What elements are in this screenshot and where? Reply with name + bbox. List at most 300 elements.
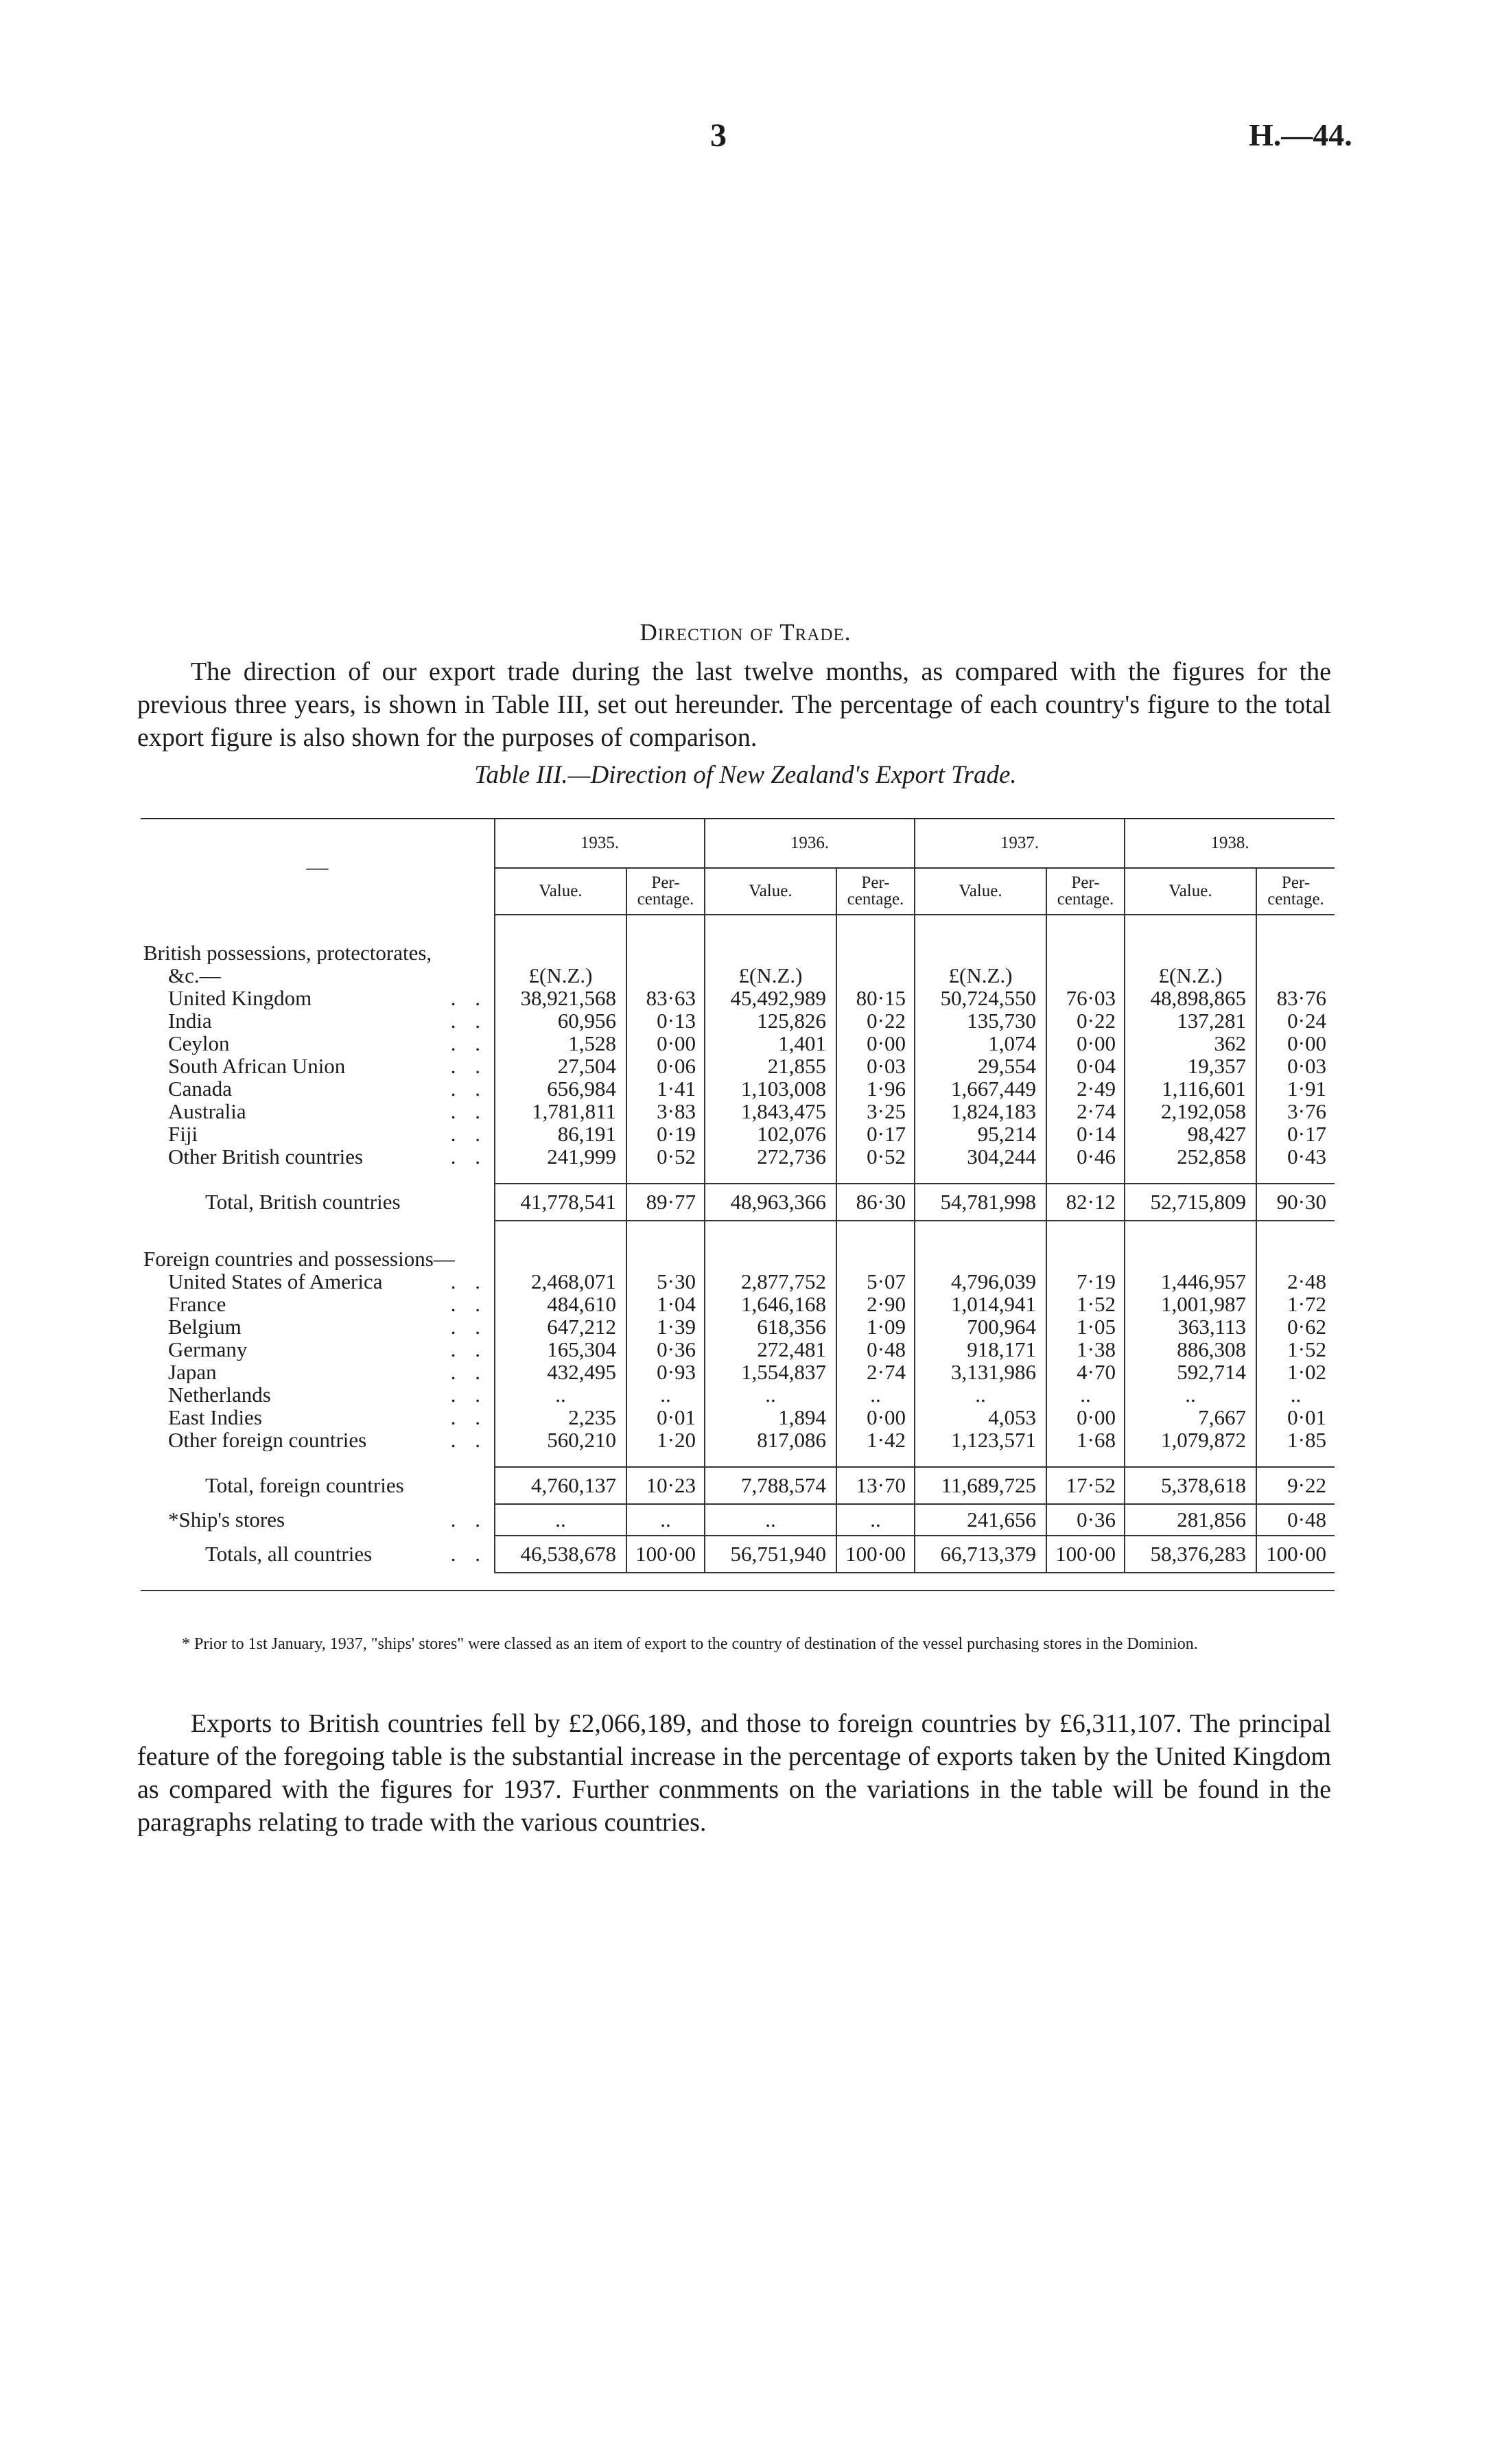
percentage-cell: 0·93 (626, 1361, 705, 1383)
value-cell: 1,074 (915, 1032, 1046, 1055)
row-label (141, 1293, 495, 1315)
empty-cell (705, 1168, 836, 1184)
intro-text: The direction of our export trade during the last twelve months, as compared with the figures for the previous three years, is shown in Table III, set out hereunder. The percentage of each country's figure to the total export figure is also shown for the purposes of comparison. (137, 657, 1331, 752)
percentage-cell: 0·00 (1046, 1406, 1125, 1429)
value-cell: 241,656 (915, 1504, 1046, 1536)
row-label-text: Totals, all countries (205, 1542, 373, 1566)
percentage-header-line-2: centage. (847, 890, 904, 908)
empty-cell (495, 1168, 626, 1184)
percentage-cell: 0·48 (1256, 1504, 1335, 1536)
row-label-text: East Indies (168, 1406, 262, 1429)
percentage-cell: 0·03 (836, 1055, 915, 1077)
percentage-column-header (1256, 868, 1335, 915)
export-trade-table (141, 818, 1335, 1591)
empty-cell (836, 1247, 915, 1270)
value-cell: 656,984 (495, 1077, 626, 1100)
value-cell: 362 (1125, 1032, 1256, 1055)
percentage-cell: .. (836, 1504, 915, 1536)
spacer-row (141, 1221, 1335, 1247)
value-cell: 241,999 (495, 1145, 626, 1168)
percentage-column-header (626, 868, 705, 915)
value-cell: 363,113 (1125, 1315, 1256, 1338)
year-header: 1937. (915, 819, 1125, 868)
percentage-cell: 0·52 (626, 1145, 705, 1168)
percentage-cell: 1·05 (1046, 1315, 1125, 1338)
value-cell: 102,076 (705, 1123, 836, 1145)
row-label (141, 987, 495, 1009)
value-cell: 252,858 (1125, 1145, 1256, 1168)
percentage-cell: 0·00 (836, 1032, 915, 1055)
year-header: 1935. (495, 819, 705, 868)
value-cell: 272,481 (705, 1338, 836, 1361)
value-cell: 29,554 (915, 1055, 1046, 1077)
british-row (141, 1123, 1335, 1145)
value-cell: 56,751,940 (705, 1536, 836, 1573)
value-cell: 38,921,568 (495, 987, 626, 1009)
row-label (141, 1032, 495, 1055)
percentage-cell: 5·07 (836, 1270, 915, 1293)
value-cell: .. (705, 1504, 836, 1536)
percentage-cell: 80·15 (836, 987, 915, 1009)
value-cell: 1,843,475 (705, 1100, 836, 1123)
empty-cell (626, 964, 705, 987)
leader-dots: . . (450, 1293, 487, 1315)
value-cell: 86,191 (495, 1123, 626, 1145)
british-row (141, 987, 1335, 1009)
percentage-cell: 0·00 (1256, 1032, 1335, 1055)
empty-cell (626, 1247, 705, 1270)
empty-cell (836, 915, 915, 941)
leader-dots: . . (450, 1270, 487, 1293)
page-number: 3 (710, 117, 727, 154)
percentage-cell: 1·41 (626, 1077, 705, 1100)
percentage-cell: 1·42 (836, 1429, 915, 1451)
percentage-column-header (836, 868, 915, 915)
value-cell: 1,401 (705, 1032, 836, 1055)
row-label (141, 1536, 495, 1573)
leader-dots: . . (450, 1032, 487, 1055)
foreign-row (141, 1361, 1335, 1383)
empty-cell (1256, 915, 1335, 941)
percentage-cell: 0·22 (1046, 1009, 1125, 1032)
percentage-cell: 9·22 (1256, 1467, 1335, 1504)
value-cell: 48,898,865 (1125, 987, 1256, 1009)
value-cell: 1,123,571 (915, 1429, 1046, 1451)
value-cell: 272,736 (705, 1145, 836, 1168)
leader-dots: . . (450, 1100, 487, 1123)
british-row (141, 1055, 1335, 1077)
percentage-cell: 86·30 (836, 1184, 915, 1221)
row-label-text: Belgium (168, 1315, 242, 1338)
row-label-text: Japan (168, 1361, 217, 1383)
empty-cell (1256, 941, 1335, 964)
empty-cell (1046, 1168, 1125, 1184)
percentage-cell: .. (626, 1383, 705, 1406)
empty-cell (705, 1247, 836, 1270)
percentage-cell: 100·00 (626, 1536, 705, 1573)
percentage-cell: 0·48 (836, 1338, 915, 1361)
row-label-text: Fiji (168, 1123, 198, 1145)
percentage-cell: .. (1256, 1383, 1335, 1406)
empty-cell (141, 1221, 495, 1247)
row-label (141, 1467, 495, 1504)
value-cell: .. (495, 1504, 626, 1536)
value-cell: 66,713,379 (915, 1536, 1046, 1573)
value-cell: 1,781,811 (495, 1100, 626, 1123)
empty-cell (1256, 1451, 1335, 1467)
year-header-row (141, 819, 1335, 868)
british-row (141, 1032, 1335, 1055)
empty-cell (705, 1221, 836, 1247)
percentage-header-line-1: Per- (1281, 873, 1311, 892)
empty-cell (1256, 964, 1335, 987)
percentage-cell: 0·00 (1046, 1032, 1125, 1055)
percentage-header-line-2: centage. (1057, 890, 1114, 908)
leader-dots: . . (450, 1429, 487, 1451)
british-section-heading-2 (141, 964, 1335, 987)
foreign-row (141, 1429, 1335, 1451)
empty-cell (1125, 1221, 1256, 1247)
percentage-cell: .. (836, 1383, 915, 1406)
british-row (141, 1100, 1335, 1123)
value-cell: .. (915, 1383, 1046, 1406)
value-cell: 618,356 (705, 1315, 836, 1338)
percentage-cell: 0·06 (626, 1055, 705, 1077)
empty-cell (705, 1451, 836, 1467)
spacer-row (141, 1168, 1335, 1184)
foreign-row (141, 1270, 1335, 1293)
percentage-cell: 0·00 (836, 1406, 915, 1429)
row-label (141, 1077, 495, 1100)
value-column-header: Value. (495, 868, 626, 915)
row-label (141, 1338, 495, 1361)
value-cell: 1,446,957 (1125, 1270, 1256, 1293)
percentage-cell: 1·72 (1256, 1293, 1335, 1315)
percentage-cell: 0·01 (626, 1406, 705, 1429)
percentage-cell: 100·00 (1046, 1536, 1125, 1573)
row-label-text: Netherlands (168, 1383, 271, 1406)
empty-cell (1125, 941, 1256, 964)
percentage-cell: 1·52 (1256, 1338, 1335, 1361)
percentage-cell: 3·25 (836, 1100, 915, 1123)
percentage-cell: 0·36 (1046, 1504, 1125, 1536)
value-cell: 886,308 (1125, 1338, 1256, 1361)
empty-cell (141, 915, 495, 941)
value-cell: 98,427 (1125, 1123, 1256, 1145)
percentage-cell: 90·30 (1256, 1184, 1335, 1221)
value-cell: 2,877,752 (705, 1270, 836, 1293)
value-cell: 1,001,987 (1125, 1293, 1256, 1315)
row-label (141, 1429, 495, 1451)
percentage-cell: 0·13 (626, 1009, 705, 1032)
percentage-header-line-2: centage. (1267, 890, 1324, 908)
leader-dots: . . (450, 1542, 487, 1566)
currency-unit: £(N.Z.) (495, 964, 626, 987)
percentage-cell: 0·00 (626, 1032, 705, 1055)
value-cell: 52,715,809 (1125, 1184, 1256, 1221)
british-total-row (141, 1184, 1335, 1221)
percentage-header-line-1: Per- (651, 873, 680, 892)
row-label-text: Other foreign countries (168, 1429, 367, 1451)
label-column-header: — (306, 854, 329, 879)
intro-paragraph (137, 655, 1331, 754)
value-cell: 7,788,574 (705, 1467, 836, 1504)
leader-dots: . . (450, 1009, 487, 1032)
value-cell: 4,796,039 (915, 1270, 1046, 1293)
empty-cell (1256, 1247, 1335, 1270)
empty-cell (1256, 1168, 1335, 1184)
value-cell: 19,357 (1125, 1055, 1256, 1077)
british-section-heading (141, 941, 1335, 964)
empty-cell (915, 1168, 1046, 1184)
value-cell: 48,963,366 (705, 1184, 836, 1221)
currency-unit: £(N.Z.) (705, 964, 836, 987)
percentage-cell: 1·85 (1256, 1429, 1335, 1451)
row-label (141, 1270, 495, 1293)
value-cell: 7,667 (1125, 1406, 1256, 1429)
document-reference: H.—44. (1249, 117, 1352, 152)
row-label-text: Germany (168, 1338, 248, 1361)
value-cell: 281,856 (1125, 1504, 1256, 1536)
british-section-heading-2-label (141, 964, 495, 987)
empty-cell (836, 964, 915, 987)
heading-continuation: &c.— (168, 964, 221, 987)
year-header: 1938. (1125, 819, 1335, 868)
value-cell: 1,103,008 (705, 1077, 836, 1100)
year-header: 1936. (705, 819, 915, 868)
percentage-header-line-1: Per- (1071, 873, 1100, 892)
percentage-cell: 1·68 (1046, 1429, 1125, 1451)
empty-cell (1046, 1221, 1125, 1247)
value-cell: .. (1125, 1383, 1256, 1406)
value-cell: 647,212 (495, 1315, 626, 1338)
ships-stores-row (141, 1504, 1335, 1536)
empty-cell (141, 1168, 495, 1184)
percentage-cell: 1·96 (836, 1077, 915, 1100)
percentage-column-header (1046, 868, 1125, 915)
value-cell: 45,492,989 (705, 987, 836, 1009)
section-heading: Direction of Trade. (639, 619, 852, 646)
table-body (141, 915, 1335, 1573)
empty-cell (1125, 1168, 1256, 1184)
empty-cell (1046, 915, 1125, 941)
percentage-header-line-2: centage. (637, 890, 694, 908)
foreign-row (141, 1338, 1335, 1361)
value-cell: 817,086 (705, 1429, 836, 1451)
empty-cell (705, 915, 836, 941)
empty-cell (495, 941, 626, 964)
value-column-header: Value. (915, 868, 1046, 915)
value-cell: 2,192,058 (1125, 1100, 1256, 1123)
empty-cell (836, 941, 915, 964)
percentage-cell: 17·52 (1046, 1467, 1125, 1504)
empty-cell (626, 1451, 705, 1467)
value-cell: 58,376,283 (1125, 1536, 1256, 1573)
percentage-cell: 0·01 (1256, 1406, 1335, 1429)
value-cell: 1,079,872 (1125, 1429, 1256, 1451)
foreign-row (141, 1315, 1335, 1338)
row-label (141, 1315, 495, 1338)
percentage-cell: 0·04 (1046, 1055, 1125, 1077)
percentage-cell: 2·49 (1046, 1077, 1125, 1100)
empty-cell (915, 1221, 1046, 1247)
value-cell: 1,116,601 (1125, 1077, 1256, 1100)
value-cell: 1,014,941 (915, 1293, 1046, 1315)
percentage-cell: 1·91 (1256, 1077, 1335, 1100)
percentage-cell: 4·70 (1046, 1361, 1125, 1383)
percentage-cell: 1·20 (626, 1429, 705, 1451)
value-cell: 137,281 (1125, 1009, 1256, 1032)
currency-unit: £(N.Z.) (1125, 964, 1256, 987)
percentage-cell: 1·09 (836, 1315, 915, 1338)
british-section-heading-label: British possessions, protectorates, (143, 941, 432, 964)
row-label (141, 1123, 495, 1145)
percentage-cell: 1·04 (626, 1293, 705, 1315)
percentage-cell: 76·03 (1046, 987, 1125, 1009)
leader-dots: . . (450, 1361, 487, 1383)
empty-cell (626, 1221, 705, 1247)
value-cell: 1,667,449 (915, 1077, 1046, 1100)
row-label (141, 1145, 495, 1168)
value-cell: 46,538,678 (495, 1536, 626, 1573)
row-label-text: *Ship's stores (168, 1507, 285, 1532)
percentage-cell: 100·00 (836, 1536, 915, 1573)
value-cell: 2,468,071 (495, 1270, 626, 1293)
foreign-total-row (141, 1467, 1335, 1504)
percentage-cell: 1·02 (1256, 1361, 1335, 1383)
empty-cell (626, 941, 705, 964)
empty-cell (915, 915, 1046, 941)
percentage-cell: 0·52 (836, 1145, 915, 1168)
percentage-cell: 0·24 (1256, 1009, 1335, 1032)
row-label (141, 1383, 495, 1406)
percentage-cell: 0·19 (626, 1123, 705, 1145)
british-row (141, 1077, 1335, 1100)
closing-text: Exports to British countries fell by £2,066,189, and those to foreign countries by £6,311,107. The principal feature of the foregoing table is the substantial increase in the percentage of exports taken by the United Kingdom as compared with the figures for 1937. Further conmments on the variations in the table will be found in the paragraphs relating to trade with the various countries. (137, 1709, 1331, 1837)
percentage-cell: 3·76 (1256, 1100, 1335, 1123)
percentage-cell: 0·36 (626, 1338, 705, 1361)
value-cell: 3,131,986 (915, 1361, 1046, 1383)
value-cell: 5,378,618 (1125, 1467, 1256, 1504)
percentage-cell: 89·77 (626, 1184, 705, 1221)
row-label-text: United States of America (168, 1270, 383, 1293)
percentage-cell: 83·63 (626, 987, 705, 1009)
value-cell: 592,714 (1125, 1361, 1256, 1383)
empty-cell (1256, 1221, 1335, 1247)
value-cell: 11,689,725 (915, 1467, 1046, 1504)
value-cell: 304,244 (915, 1145, 1046, 1168)
row-label-text: Australia (168, 1100, 246, 1123)
empty-cell (495, 1451, 626, 1467)
empty-cell (626, 915, 705, 941)
row-label-text: France (168, 1293, 226, 1315)
empty-cell (1125, 1451, 1256, 1467)
percentage-cell: 0·46 (1046, 1145, 1125, 1168)
empty-cell (1046, 1451, 1125, 1467)
row-label-text: South African Union (168, 1055, 346, 1077)
empty-cell (1125, 1247, 1256, 1270)
empty-cell (1125, 915, 1256, 941)
row-label-text: India (168, 1009, 212, 1032)
empty-cell (141, 1451, 495, 1467)
empty-cell (1046, 941, 1125, 964)
table-caption: Table III.—Direction of New Zealand's Export Trade. (474, 761, 1017, 789)
percentage-cell: .. (626, 1504, 705, 1536)
value-cell: 1,824,183 (915, 1100, 1046, 1123)
percentage-cell: 0·03 (1256, 1055, 1335, 1077)
percentage-cell: .. (1046, 1383, 1125, 1406)
percentage-cell: 83·76 (1256, 987, 1335, 1009)
foreign-row (141, 1383, 1335, 1406)
table-head (141, 819, 1335, 915)
row-label-text: Other British countries (168, 1145, 364, 1168)
percentage-cell: 1·38 (1046, 1338, 1125, 1361)
row-label (141, 1184, 495, 1221)
value-cell: 27,504 (495, 1055, 626, 1077)
footnote-text: * Prior to 1st January, 1937, "ships' stores" were classed as an item of export to the country of destination of the vessel purchasing stores in the Dominion. (182, 1635, 1198, 1653)
percentage-cell: 2·48 (1256, 1270, 1335, 1293)
value-cell: 165,304 (495, 1338, 626, 1361)
value-cell: 60,956 (495, 1009, 626, 1032)
empty-cell (915, 1451, 1046, 1467)
empty-cell (915, 1247, 1046, 1270)
empty-cell (495, 1247, 626, 1270)
row-label (141, 1055, 495, 1077)
percentage-header-line-1: Per- (861, 873, 890, 892)
closing-paragraph (137, 1707, 1331, 1839)
percentage-cell: 2·90 (836, 1293, 915, 1315)
row-label-text: United Kingdom (168, 987, 312, 1009)
foreign-row (141, 1406, 1335, 1429)
leader-dots: . . (450, 1315, 487, 1338)
percentage-cell: 0·43 (1256, 1145, 1335, 1168)
percentage-cell: 0·22 (836, 1009, 915, 1032)
empty-cell (705, 941, 836, 964)
value-cell: 54,781,998 (915, 1184, 1046, 1221)
leader-dots: . . (450, 1338, 487, 1361)
foreign-section-heading (141, 1247, 1335, 1270)
row-label (141, 1406, 495, 1429)
foreign-row (141, 1293, 1335, 1315)
value-cell: 41,778,541 (495, 1184, 626, 1221)
spacer-row (141, 915, 1335, 941)
leader-dots: . . (450, 1507, 487, 1532)
value-cell: 1,894 (705, 1406, 836, 1429)
percentage-cell: 82·12 (1046, 1184, 1125, 1221)
value-cell: 1,646,168 (705, 1293, 836, 1315)
empty-cell (915, 941, 1046, 964)
foreign-section-heading-label: Foreign countries and possessions— (143, 1247, 455, 1270)
british-row (141, 1009, 1335, 1032)
table-bottom-rule (141, 1590, 1335, 1591)
row-label (141, 1504, 495, 1536)
value-cell: 1,554,837 (705, 1361, 836, 1383)
value-cell: 484,610 (495, 1293, 626, 1315)
empty-cell (836, 1221, 915, 1247)
value-column-header: Value. (705, 868, 836, 915)
percentage-cell: 2·74 (1046, 1100, 1125, 1123)
percentage-cell: 1·39 (626, 1315, 705, 1338)
value-cell: 918,171 (915, 1338, 1046, 1361)
grand-total-row (141, 1536, 1335, 1573)
empty-cell (836, 1168, 915, 1184)
value-cell: 432,495 (495, 1361, 626, 1383)
percentage-cell: 0·14 (1046, 1123, 1125, 1145)
row-label-text: Total, foreign countries (205, 1473, 404, 1497)
percentage-cell: 0·17 (836, 1123, 915, 1145)
row-label (141, 1100, 495, 1123)
percentage-cell: 0·17 (1256, 1123, 1335, 1145)
